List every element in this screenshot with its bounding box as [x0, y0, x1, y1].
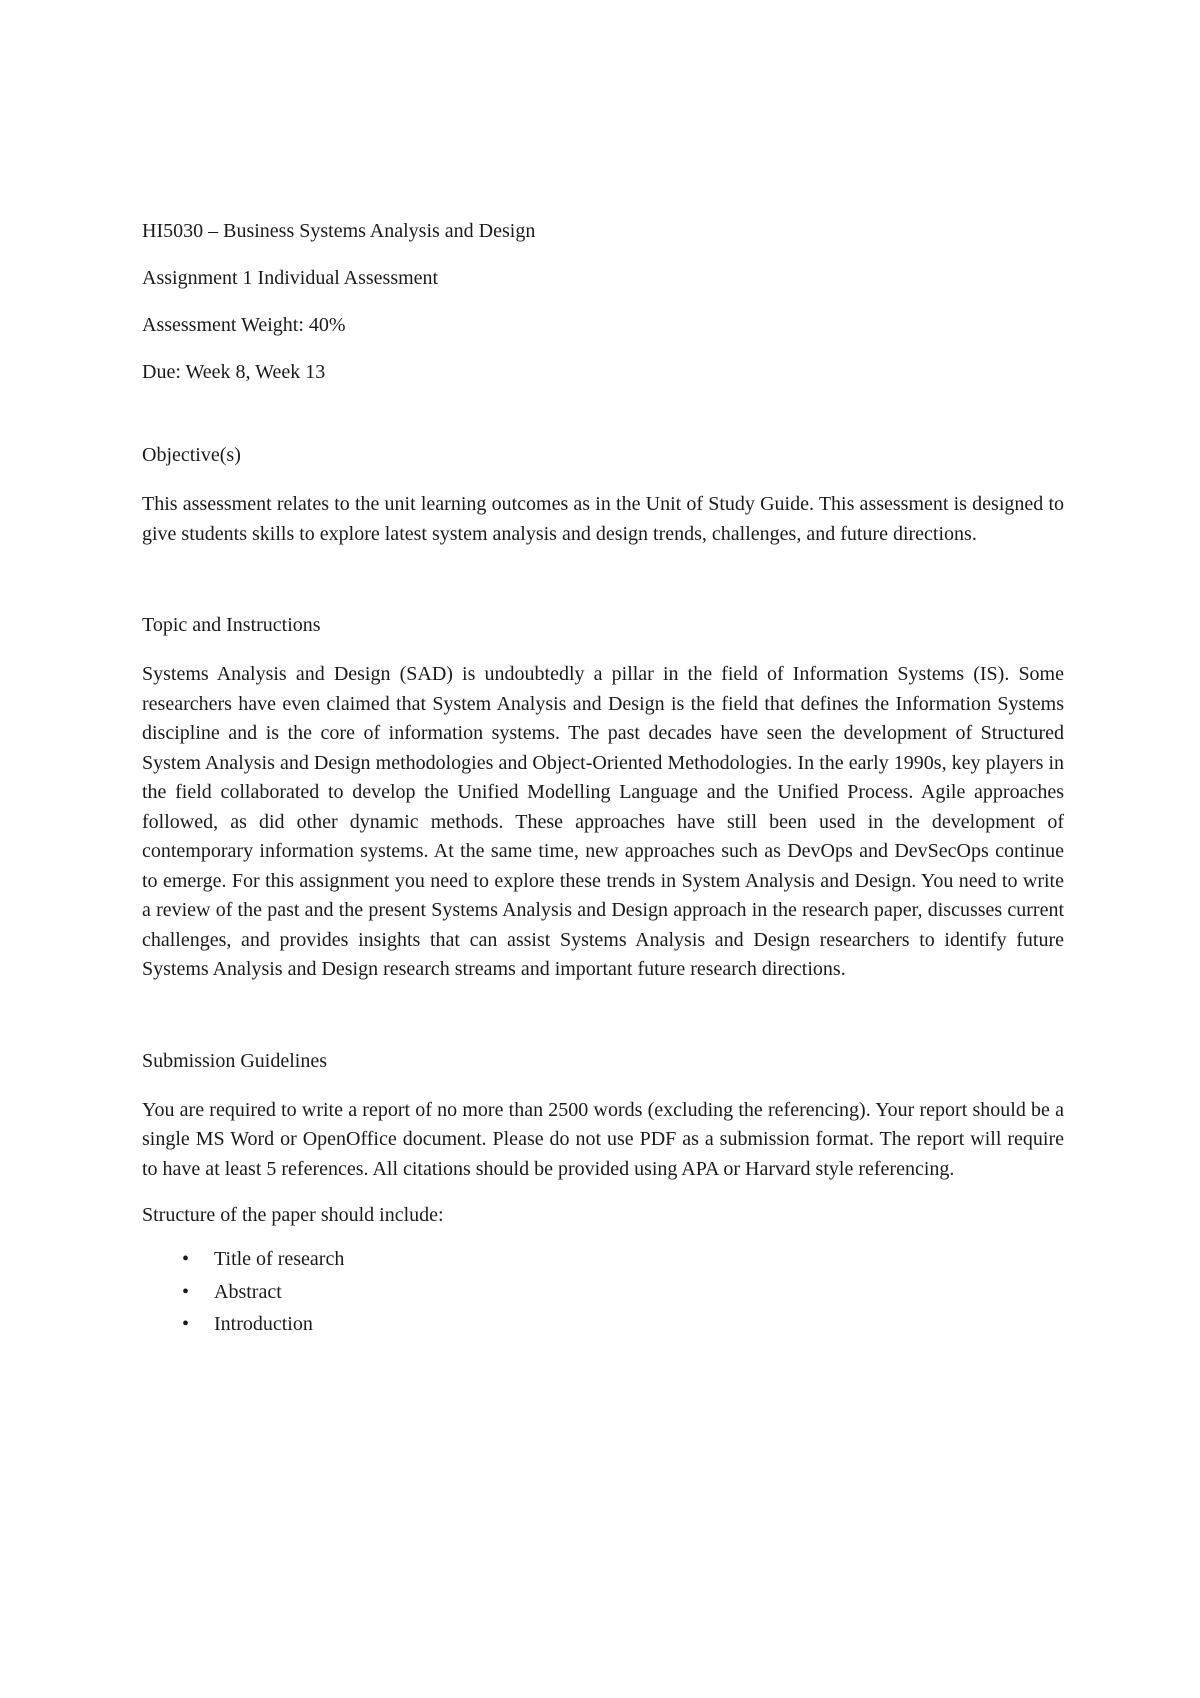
- submission-paragraph: You are required to write a report of no more than 2500 words (excluding the referencing). Your report should be a single MS Word or OpenOffice document. Please do not use PDF as a submission format. The report will require to have at least 5 references. All citations should be provided using APA or Harvard style referencing.: [142, 1098, 1064, 1180]
- bullet-icon: •: [182, 1313, 190, 1335]
- list-item: [182, 1308, 1064, 1341]
- structure-list: [142, 1243, 1064, 1341]
- bullet-icon: •: [182, 1248, 190, 1270]
- structure-intro: Structure of the paper should include:: [142, 1204, 444, 1226]
- course-title: HI5030 – Business Systems Analysis and Design: [142, 220, 536, 242]
- topic-paragraph: Systems Analysis and Design (SAD) is undoubtedly a pillar in the field of Information Systems (IS). Some researchers have even claimed that System Analysis and Design is the field that defines the Information Systems discipline and is the core of information systems. The past decades have seen the development of Structured System Analysis and Design methodologies and Object-Oriented Methodologies. In the early 1990s, key players in the field collaborated to develop the Unified Modelling Language and the Unified Process. Agile approaches followed, as did other dynamic methods. These approaches have still been used in the development of contemporary information systems. At the same time, new approaches such as DevOps and DevSecOps continue to emerge. For this assignment you need to explore these trends in System Analysis and Design. You need to write a review of the past and the present Systems Analysis and Design approach in the research paper, discusses current challenges, and provides insights that can assist Systems Analysis and Design researchers to identify future Systems Analysis and Design research streams and important future research directions.: [142, 663, 1064, 980]
- document-content: [142, 218, 1064, 1341]
- assessment-weight: Assessment Weight: 40%: [142, 314, 346, 336]
- submission-heading: Submission Guidelines: [142, 1049, 328, 1072]
- due-date: Due: Week 8, Week 13: [142, 361, 326, 383]
- objectives-heading: Objective(s): [142, 444, 241, 466]
- assignment-title: Assignment 1 Individual Assessment: [142, 267, 439, 289]
- list-item: [182, 1243, 1064, 1276]
- objectives-paragraph: This assessment relates to the unit learning outcomes as in the Unit of Study Guide. This assessment is designed to give students skills to explore latest system analysis and design trends, challenges, and future directions.: [142, 493, 1064, 545]
- list-item: [182, 1276, 1064, 1309]
- bullet-icon: •: [182, 1280, 190, 1303]
- list-item-label: Abstract: [214, 1280, 282, 1303]
- topic-heading: Topic and Instructions: [142, 614, 321, 636]
- list-item-label: Introduction: [214, 1313, 313, 1335]
- list-item-label: Title of research: [214, 1248, 345, 1270]
